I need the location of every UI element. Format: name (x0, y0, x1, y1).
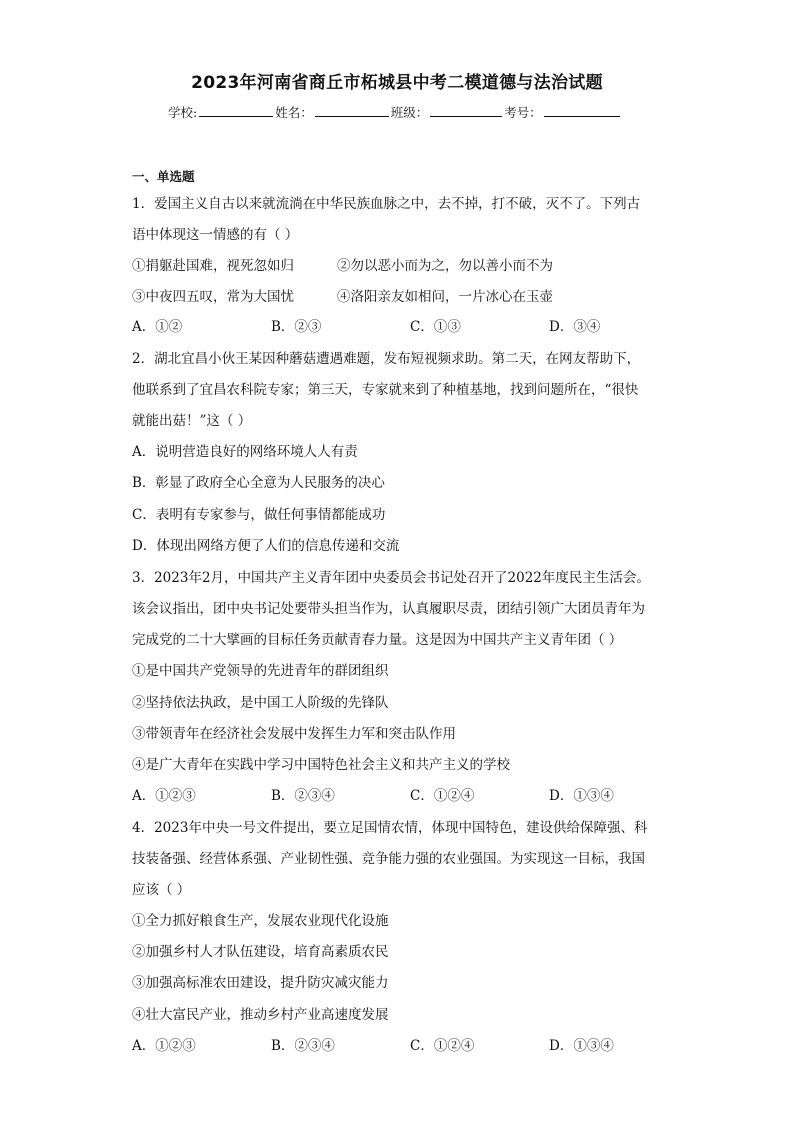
q3-option-a[interactable]: A．①②③ (132, 788, 196, 804)
student-info-line (168, 103, 622, 121)
q4-statement-2: ②加强乡村人才队伍建设，培育高素质农民 (132, 944, 389, 960)
q4-option-d[interactable]: D．①③④ (549, 1038, 614, 1054)
q3-statement-2: ②坚持依法执政，是中国工人阶级的先锋队 (132, 695, 389, 711)
school-label: 学校: (168, 105, 198, 120)
q4-option-c[interactable]: C．①②④ (410, 1038, 475, 1054)
q4-stem-line-3: 应该（ ） (132, 882, 191, 898)
class-blank (430, 103, 502, 117)
q2-stem-line-1: 2．湖北宜昌小伙王某因种蘑菇遭遇难题，发布短视频求助。第二天，在网友帮助下， (132, 351, 641, 367)
q2-option-a[interactable]: A．说明营造良好的网络环境人人有责 (132, 444, 358, 460)
q3-statement-3: ③带领青年在经济社会发展中发挥生力军和突击队作用 (132, 726, 456, 742)
q1-statement-4: ④洛阳亲友如相问，一片冰心在玉壶 (337, 289, 553, 305)
q4-stem-line-2: 技装备强、经营体系强、产业韧性强、竞争能力强的农业强国。为实现这一目标，我国 (132, 851, 645, 867)
section-heading: 一、单选题 (132, 169, 195, 184)
school-blank (199, 103, 273, 117)
q1-option-d[interactable]: D．③④ (549, 319, 601, 335)
name-blank (315, 103, 389, 117)
q2-stem-line-3: 就能出菇！”这（ ） (132, 413, 252, 429)
q3-stem-line-3: 完成党的二十大擘画的目标任务贡献青春力量。这是因为中国共产主义青年团（ ） (132, 632, 623, 648)
q2-option-b[interactable]: B．彰显了政府全心全意为人民服务的决心 (132, 475, 385, 491)
q1-stem-line-2: 语中体现这一情感的有（ ） (132, 227, 299, 243)
q3-stem-line-2: 该会议指出，团中央书记处要带头担当作为，认真履职尽责，团结引领广大团员青年为 (132, 601, 645, 617)
q1-statement-3: ③中夜四五叹，常为大国忧 (132, 289, 294, 305)
q1-option-a[interactable]: A．①② (132, 319, 183, 335)
q1-statement-2: ②勿以恶小而为之，勿以善小而不为 (337, 258, 553, 274)
exam-no-label: 考号： (504, 105, 542, 120)
q3-option-b[interactable]: B．②③④ (271, 788, 335, 804)
q3-option-c[interactable]: C．①②④ (410, 788, 475, 804)
q2-stem-line-2: 他联系到了宜昌农科院专家；第三天，专家就来到了种植基地，找到问题所在，“很快 (132, 382, 639, 398)
q2-option-c[interactable]: C．表明有专家参与，做任何事情都能成功 (132, 507, 386, 523)
q4-statement-4: ④壮大富民产业，推动乡村产业高速度发展 (132, 1007, 389, 1023)
q1-option-c[interactable]: C．①③ (410, 319, 461, 335)
q1-statement-1: ①捐躯赴国难，视死忽如归 (132, 258, 294, 274)
q4-statement-1: ①全力抓好粮食生产，发展农业现代化设施 (132, 913, 389, 929)
q3-option-d[interactable]: D．①③④ (549, 788, 614, 804)
page-title: 2023年河南省商丘市柘城县中考二模道德与法治试题 (191, 73, 603, 93)
name-label: 姓名： (275, 105, 313, 120)
q4-stem-line-1: 4．2023年中央一号文件提出，要立足国情农情，体现中国特色，建设供给保障强、科 (132, 820, 648, 836)
class-label: 班级： (390, 105, 429, 120)
q2-option-d[interactable]: D．体现出网络方便了人们的信息传递和交流 (132, 538, 400, 554)
q3-statement-1: ①是中国共产党领导的先进青年的群团组织 (132, 663, 389, 679)
exam-no-blank (544, 103, 620, 117)
q3-statement-4: ④是广大青年在实践中学习中国特色社会主义和共产主义的学校 (132, 757, 510, 773)
q1-option-b[interactable]: B．②③ (271, 319, 322, 335)
q3-stem-line-1: 3．2023年2月，中国共产主义青年团中央委员会书记处召开了2022年度民主生活会。 (132, 570, 650, 586)
q4-option-a[interactable]: A．①②③ (132, 1038, 196, 1054)
q1-stem-line-1: 1．爱国主义自古以来就流淌在中华民族血脉之中，去不掉，打不破，灭不了。下列古 (132, 196, 641, 212)
q4-option-b[interactable]: B．②③④ (271, 1038, 335, 1054)
q4-statement-3: ③加强高标准农田建设，提升防灾减灾能力 (132, 975, 389, 991)
